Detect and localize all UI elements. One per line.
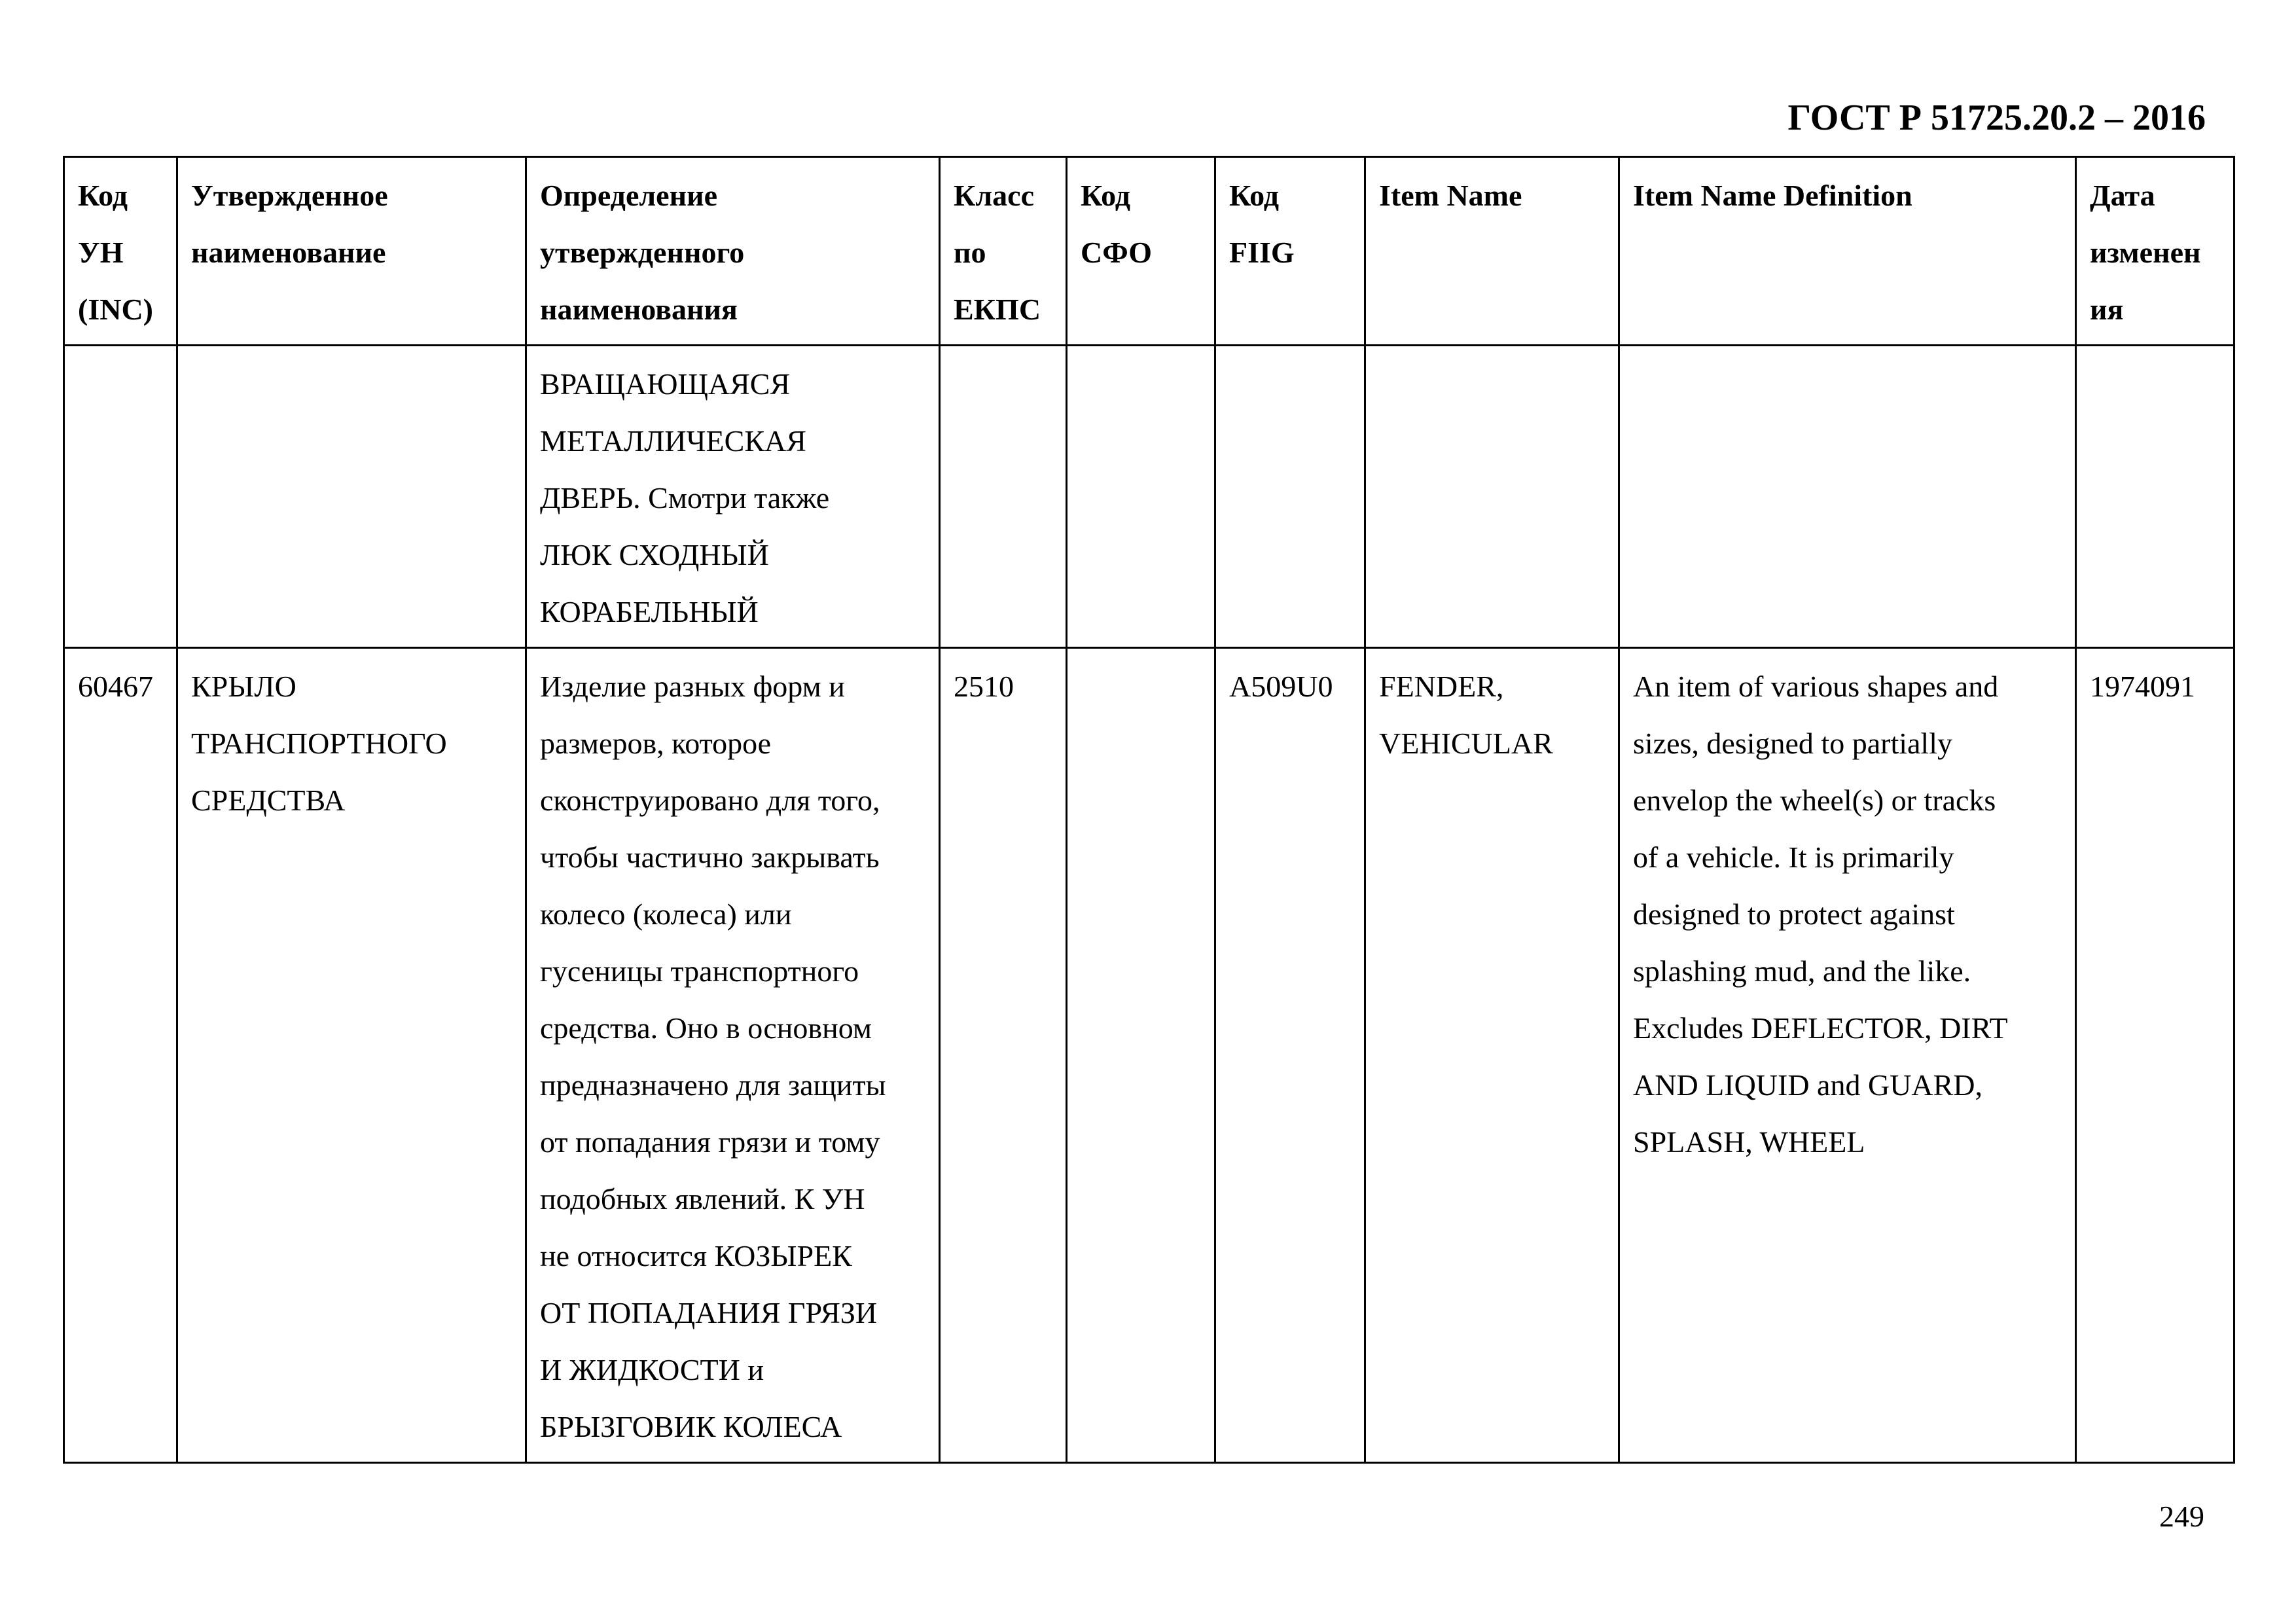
cell-item-name-definition — [1619, 346, 2076, 648]
header-item-name: Item Name — [1365, 157, 1619, 346]
cell-sfo-code — [1067, 648, 1215, 1463]
cell-inc-code — [64, 346, 177, 648]
cell-definition: Изделие разных форм и размеров, которое сконструировано для того, чтобы частично закрывать колесо (колеса) или гусеницы транспортного средства. Оно в основном предназначено для защиты от попадания грязи и тому подобных явлений. К УН не относится КОЗЫРЕК ОТ ПОПАДАНИЯ ГРЯЗИ И ЖИДКОСТИ и БРЫЗГОВИК КОЛЕСА — [526, 648, 940, 1463]
header-change-date: Дата изменен ия — [2076, 157, 2234, 346]
cell-item-name: FENDER, VEHICULAR — [1365, 648, 1619, 1463]
page-number: 249 — [2159, 1500, 2204, 1533]
header-item-name-definition: Item Name Definition — [1619, 157, 2076, 346]
header-ekps-class: Класс по ЕКПС — [940, 157, 1067, 346]
header-definition: Определение утвержденного наименования — [526, 157, 940, 346]
cell-item-name-definition: An item of various shapes and sizes, designed to partially envelop the wheel(s) or tracks of a vehicle. It is primarily designed to protect against splashing mud, and the like. Excludes DEFLECTOR, DIRT AND LIQUID and GUARD, SPLASH, WHEEL — [1619, 648, 2076, 1463]
cell-item-name — [1365, 346, 1619, 648]
cell-fiig-code: A509U0 — [1215, 648, 1365, 1463]
cell-ekps-class — [940, 346, 1067, 648]
header-inc-code: Код УН (INC) — [64, 157, 177, 346]
header-approved-name: Утвержденное наименование — [177, 157, 526, 346]
cell-approved-name: КРЫЛО ТРАНСПОРТНОГО СРЕДСТВА — [177, 648, 526, 1463]
nomenclature-table — [63, 156, 2235, 1464]
cell-definition: ВРАЩАЮЩАЯСЯ МЕТАЛЛИЧЕСКАЯ ДВЕРЬ. Смотри также ЛЮК СХОДНЫЙ КОРАБЕЛЬНЫЙ — [526, 346, 940, 648]
cell-ekps-class: 2510 — [940, 648, 1067, 1463]
document-header: ГОСТ Р 51725.20.2 – 2016 — [1787, 98, 2206, 138]
cell-change-date — [2076, 346, 2234, 648]
cell-sfo-code — [1067, 346, 1215, 648]
table-row-60467 — [64, 648, 2234, 1463]
cell-change-date: 1974091 — [2076, 648, 2234, 1463]
table-row-continuation — [64, 346, 2234, 648]
header-sfo-code: Код СФО — [1067, 157, 1215, 346]
header-fiig-code: Код FIIG — [1215, 157, 1365, 346]
cell-inc-code: 60467 — [64, 648, 177, 1463]
cell-fiig-code — [1215, 346, 1365, 648]
cell-approved-name — [177, 346, 526, 648]
table-header-row — [64, 157, 2234, 346]
